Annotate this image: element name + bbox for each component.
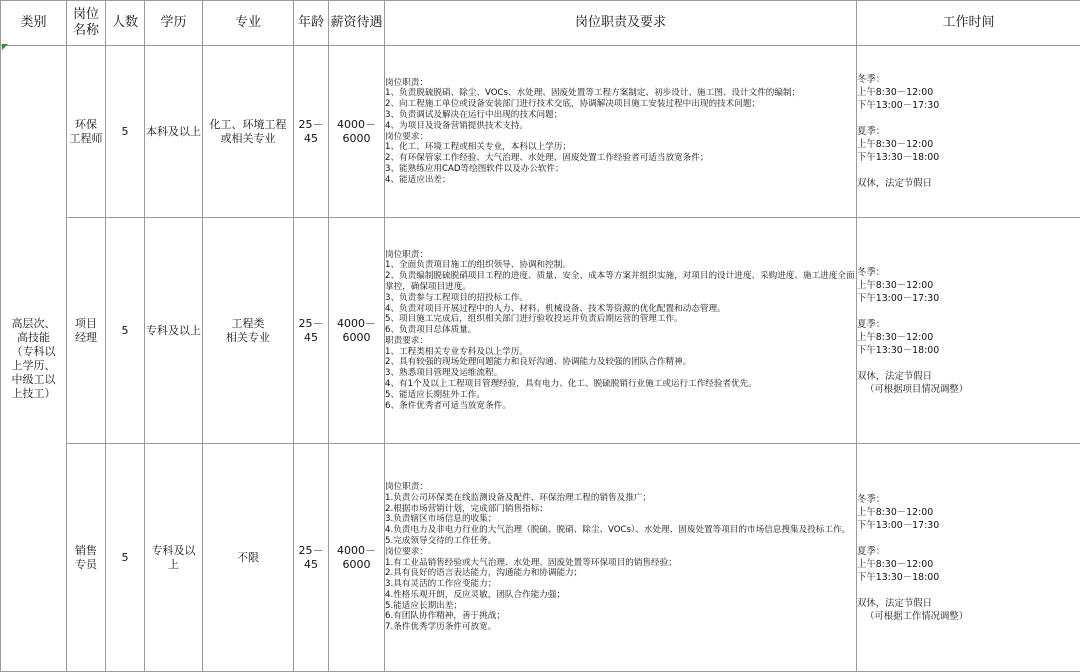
age-cell: 25－45: [294, 46, 329, 218]
duty-line: 4、有1个及以上工程项目管理经验，具有电力、化工、脱硫脱销行业施工或运行工作经验者优先。: [385, 379, 757, 390]
duties-cell: [385, 46, 857, 218]
duty-line: 5.能适应长期出差；: [385, 600, 462, 611]
summer-morning: 上午8:30－12:00: [857, 331, 934, 343]
table-row: [1, 46, 1080, 218]
duty-line: 6.有团队协作精神，善于挑战；: [385, 611, 505, 622]
duty-line: 岗位职责：: [385, 481, 428, 492]
duty-line: 4.性格乐观开朗，反应灵敏，团队合作能力强；: [385, 589, 566, 600]
duty-line: 1、负责脱硫脱硝、除尘、VOCs、水处理、固废处置等工程方案制定、初步设计、施工图、设计文件的编制；: [385, 88, 801, 99]
major-cell: 工程类 相关专业: [203, 218, 294, 444]
table-row: [1, 444, 1080, 672]
salary-cell: 4000－6000: [329, 444, 385, 672]
duty-line: 1、化工、环境工程或相关专业，本科以上学历；: [385, 142, 571, 153]
duty-line: 7.条件优秀学历条件可放宽。: [385, 622, 497, 633]
rest-days: 双休，法定节假日: [857, 597, 933, 609]
duties-cell: [385, 444, 857, 672]
salary-cell: 4000－6000: [329, 46, 385, 218]
summer-afternoon: 下午13:30－18:00: [857, 152, 940, 163]
age-cell: 25－45: [294, 218, 329, 444]
worktime-cell: [857, 444, 1080, 672]
winter-afternoon: 下午13:00－17:30: [857, 292, 940, 304]
winter-label: 冬季：: [857, 74, 886, 85]
duty-line: 1、全面负责项目施工的组织领导、协调和控制。: [385, 260, 571, 271]
duty-line: 6、条件优秀者可适当放宽条件。: [385, 400, 511, 411]
education-cell: 专科及以上: [145, 218, 203, 444]
winter-afternoon: 下午13:00－17:30: [857, 100, 940, 111]
header-education: 学历: [145, 1, 203, 46]
duty-line: 岗位要求：: [385, 546, 428, 557]
duty-line: 岗位职责：: [385, 77, 428, 88]
summer-afternoon: 下午13:30－18:00: [857, 344, 940, 356]
category-cell: 高层次、 高技能 （专科以 上学历、 中级工以 上技工）: [1, 46, 67, 672]
winter-morning: 上午8:30－12:00: [857, 87, 934, 98]
duty-line: 3、熟悉项目管理及运维流程。: [385, 368, 503, 379]
duty-line: 1.负责公司环保类在线监测设备及配件、环保治理工程的销售及推广；: [385, 492, 652, 503]
position-cell: 项目 经理: [67, 218, 106, 444]
summer-label: 夏季：: [857, 545, 886, 557]
adjust-note: （可根据工作情况调整）: [865, 610, 969, 622]
header-count: 人数: [106, 1, 145, 46]
header-position: 岗位 名称: [67, 1, 106, 46]
education-cell: 本科及以上: [145, 46, 203, 218]
winter-label: 冬季：: [857, 493, 886, 505]
summer-afternoon: 下午13:30－18:00: [857, 571, 940, 583]
header-worktime: 工作时间: [857, 1, 1080, 46]
duty-line: 岗位要求：: [385, 131, 428, 142]
major-cell: 化工、环境工程 或相关专业: [203, 46, 294, 218]
duty-line: 1.有工业品销售经验或大气治理、水处理、固废处置等环保项目的销售经验；: [385, 557, 677, 568]
duty-line: 1、工程类相关专业专科及以上学历。: [385, 346, 528, 357]
header-major: 专业: [203, 1, 294, 46]
duty-line: 2.具有良好的语言表达能力，沟通能力和协调能力；: [385, 568, 583, 579]
age-cell: 25－45: [294, 444, 329, 672]
duty-line: 5、项目施工完成后，组织相关部门进行验收投运并负责后期运营的管理工作。: [385, 314, 683, 325]
duties-cell: [385, 218, 857, 444]
header-salary: 薪资待遇: [329, 1, 385, 46]
duty-line: 5、能适应长期驻外工作。: [385, 389, 485, 400]
count-cell: 5: [106, 218, 145, 444]
duty-line: 3、能熟练应用CAD等绘图软件以及办公软件；: [385, 163, 564, 174]
winter-morning: 上午8:30－12:00: [857, 506, 934, 518]
education-cell: 专科及以 上: [145, 444, 203, 672]
summer-label: 夏季：: [857, 126, 886, 137]
header-duties: 岗位职责及要求: [385, 1, 857, 46]
duty-line: 3、负责参与工程项目的招投标工作。: [385, 292, 528, 303]
rest-days: 双休，法定节假日: [857, 370, 933, 382]
winter-morning: 上午8:30－12:00: [857, 279, 934, 291]
header-row: [1, 1, 1080, 46]
duty-line: 3.具有灵活的工作应变能力；: [385, 579, 497, 590]
duty-line: 4、能适应出差；: [385, 174, 451, 185]
duty-line: 2、有环保管家工作经验、大气治理、水处理、固废处置工作经验者可适当放宽条件；: [385, 153, 709, 164]
duty-line: 4、负责对项目开展过程中的人力、材料、机械设备、技术等资源的优化配置和动态管理。: [385, 303, 726, 314]
duty-line: 3.负责辖区市场信息的收集；: [385, 514, 497, 525]
winter-afternoon: 下午13:00－17:30: [857, 519, 940, 531]
position-cell: 销售 专员: [67, 444, 106, 672]
winter-label: 冬季：: [857, 266, 886, 278]
position-cell: 环保 工程师: [67, 46, 106, 218]
duty-line: 2、负责编制脱硫脱硝项目工程的进度、质量、安全、成本等方案并组织实施，对项目的设计进度、采购进度、施工进度全面掌控，确保项目进度。: [385, 271, 855, 292]
salary-cell: 4000－6000: [329, 218, 385, 444]
worktime-cell: [857, 218, 1080, 444]
header-category: 类别: [1, 1, 67, 46]
summer-morning: 上午8:30－12:00: [857, 139, 934, 150]
duty-line: 4、为项目及设备营销提供技术支持。: [385, 120, 528, 131]
duty-line: 3、负责调试及解决在运行中出现的技术问题；: [385, 109, 563, 120]
count-cell: 5: [106, 444, 145, 672]
duty-line: 职责要求：: [385, 335, 428, 346]
duty-line: 4.负责电力及非电力行业的大气治理（脱硫、脱硝、除尘、VOCs）、水处理、固废处置等项目的市场信息搜集及投标工作。: [385, 525, 851, 536]
duty-line: 2、具有较强的现场处理问题能力和良好沟通、协调能力及较强的团队合作精神。: [385, 357, 692, 368]
adjust-note: （可根据项目情况调整）: [865, 383, 969, 395]
header-age: 年龄: [294, 1, 329, 46]
duty-line: 5.完成领导交待的工作任务。: [385, 535, 497, 546]
duty-line: 6、负责项目总体质量。: [385, 325, 477, 336]
duty-line: 2、向工程施工单位或设备安装部门进行技术交底，协调解决项目施工安装过程中出现的技术问题；: [385, 99, 761, 110]
worktime-cell: [857, 46, 1080, 218]
selection-corner-marker: [2, 44, 8, 50]
rest-days: 双休，法定节假日: [857, 178, 933, 189]
major-cell: 不限: [203, 444, 294, 672]
table-row: [1, 218, 1080, 444]
count-cell: 5: [106, 46, 145, 218]
summer-label: 夏季：: [857, 318, 886, 330]
summer-morning: 上午8:30－12:00: [857, 558, 934, 570]
duty-line: 岗位职责：: [385, 249, 428, 260]
duty-line: 2.根据市场营销计划，完成部门销售指标；: [385, 503, 548, 514]
